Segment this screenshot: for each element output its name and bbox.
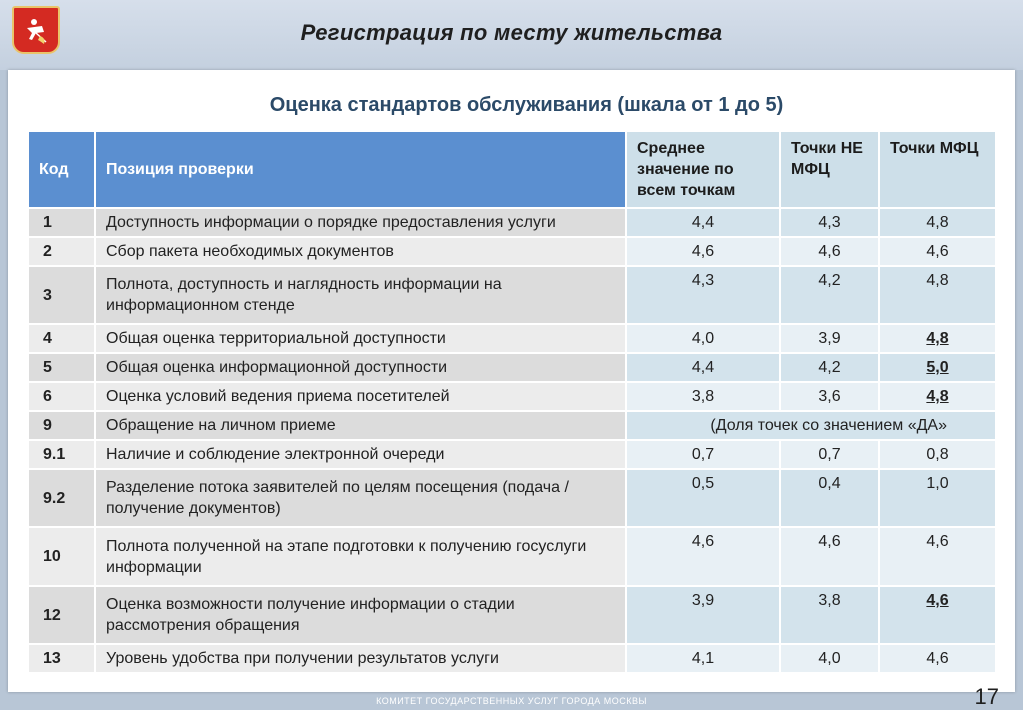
highlighted-value: 4,8: [926, 388, 949, 405]
highlighted-value: 4,6: [926, 592, 949, 609]
row-non-mfc: 3,9: [780, 324, 879, 353]
row-average: 4,4: [626, 208, 780, 237]
row-non-mfc: 4,2: [780, 353, 879, 382]
row-position: Общая оценка информационной доступности: [95, 353, 626, 382]
row-mfc: 1,0: [879, 469, 996, 527]
row-position: Разделение потока заявителей по целям посещения (подача / получение документов): [95, 469, 626, 527]
row-position: Общая оценка территориальной доступности: [95, 324, 626, 353]
row-code: 4: [28, 324, 95, 353]
row-average: 0,5: [626, 469, 780, 527]
row-position: Полнота полученной на этапе подготовки к получению госуслуги информации: [95, 527, 626, 586]
highlighted-value: 4,8: [926, 330, 949, 347]
table-row: [28, 208, 996, 237]
row-code: 9: [28, 411, 95, 440]
table-row: [28, 527, 996, 586]
row-average: 4,4: [626, 353, 780, 382]
table-row: [28, 237, 996, 266]
table-row: [28, 440, 996, 469]
row-mfc: 0,8: [879, 440, 996, 469]
row-mfc: [879, 324, 996, 353]
row-average: 4,6: [626, 527, 780, 586]
row-code: 1: [28, 208, 95, 237]
row-mfc: [879, 353, 996, 382]
column-header-mfc: Точки МФЦ: [879, 131, 996, 208]
row-average: 0,7: [626, 440, 780, 469]
row-mfc: 4,8: [879, 266, 996, 324]
row-average: 4,3: [626, 266, 780, 324]
row-non-mfc: 3,8: [780, 586, 879, 644]
row-mfc: 4,6: [879, 527, 996, 586]
row-non-mfc: 0,7: [780, 440, 879, 469]
row-average: 3,8: [626, 382, 780, 411]
row-code: 9.2: [28, 469, 95, 527]
table-row: [28, 353, 996, 382]
column-header-non-mfc: Точки НЕ МФЦ: [780, 131, 879, 208]
row-position: Сбор пакета необходимых документов: [95, 237, 626, 266]
row-position: Доступность информации о порядке предоставления услуги: [95, 208, 626, 237]
table-row: [28, 266, 996, 324]
footer-organization: КОМИТЕТ ГОСУДАРСТВЕННЫХ УСЛУГ ГОРОДА МОСКВЫ: [376, 696, 647, 706]
row-average: 4,1: [626, 644, 780, 673]
row-non-mfc: 4,2: [780, 266, 879, 324]
row-code: 2: [28, 237, 95, 266]
row-code: 6: [28, 382, 95, 411]
row-mfc: 4,6: [879, 644, 996, 673]
page-number: 17: [974, 684, 999, 709]
row-average: 3,9: [626, 586, 780, 644]
column-header-average: Среднее значение по всем точкам: [626, 131, 780, 208]
row-non-mfc: 4,3: [780, 208, 879, 237]
row-position: Оценка условий ведения приема посетителей: [95, 382, 626, 411]
row-note: (Доля точек со значением «ДА»: [626, 411, 996, 440]
table-row: [28, 644, 996, 673]
service-standards-table: [27, 130, 997, 674]
row-position: Полнота, доступность и наглядность информации на информационном стенде: [95, 266, 626, 324]
table-title: Оценка стандартов обслуживания (шкала от 1 до 5): [269, 94, 784, 116]
row-non-mfc: 4,6: [780, 237, 879, 266]
table-row: [28, 469, 996, 527]
table-row: [28, 324, 996, 353]
row-mfc: 4,6: [879, 237, 996, 266]
highlighted-value: 5,0: [926, 359, 949, 376]
row-mfc: 4,8: [879, 208, 996, 237]
row-code: 13: [28, 644, 95, 673]
row-code: 5: [28, 353, 95, 382]
row-position: Обращение на личном приеме: [95, 411, 626, 440]
row-mfc: [879, 586, 996, 644]
row-position: Уровень удобства при получении результатов услуги: [95, 644, 626, 673]
row-code: 3: [28, 266, 95, 324]
header-bar: [0, 0, 1023, 70]
row-non-mfc: 0,4: [780, 469, 879, 527]
row-position: Оценка возможности получение информации о стадии рассмотрения обращения: [95, 586, 626, 644]
page-header-title: Регистрация по месту жительства: [300, 20, 723, 45]
column-header-code: Код: [28, 131, 95, 208]
row-non-mfc: 3,6: [780, 382, 879, 411]
table-row: [28, 586, 996, 644]
row-non-mfc: 4,6: [780, 527, 879, 586]
table-row: [28, 411, 996, 440]
column-header-position: Позиция проверки: [95, 131, 626, 208]
row-mfc: [879, 382, 996, 411]
row-average: 4,6: [626, 237, 780, 266]
row-code: 12: [28, 586, 95, 644]
row-code: 10: [28, 527, 95, 586]
row-position: Наличие и соблюдение электронной очереди: [95, 440, 626, 469]
row-non-mfc: 4,0: [780, 644, 879, 673]
table-row: [28, 382, 996, 411]
row-code: 9.1: [28, 440, 95, 469]
row-average: 4,0: [626, 324, 780, 353]
